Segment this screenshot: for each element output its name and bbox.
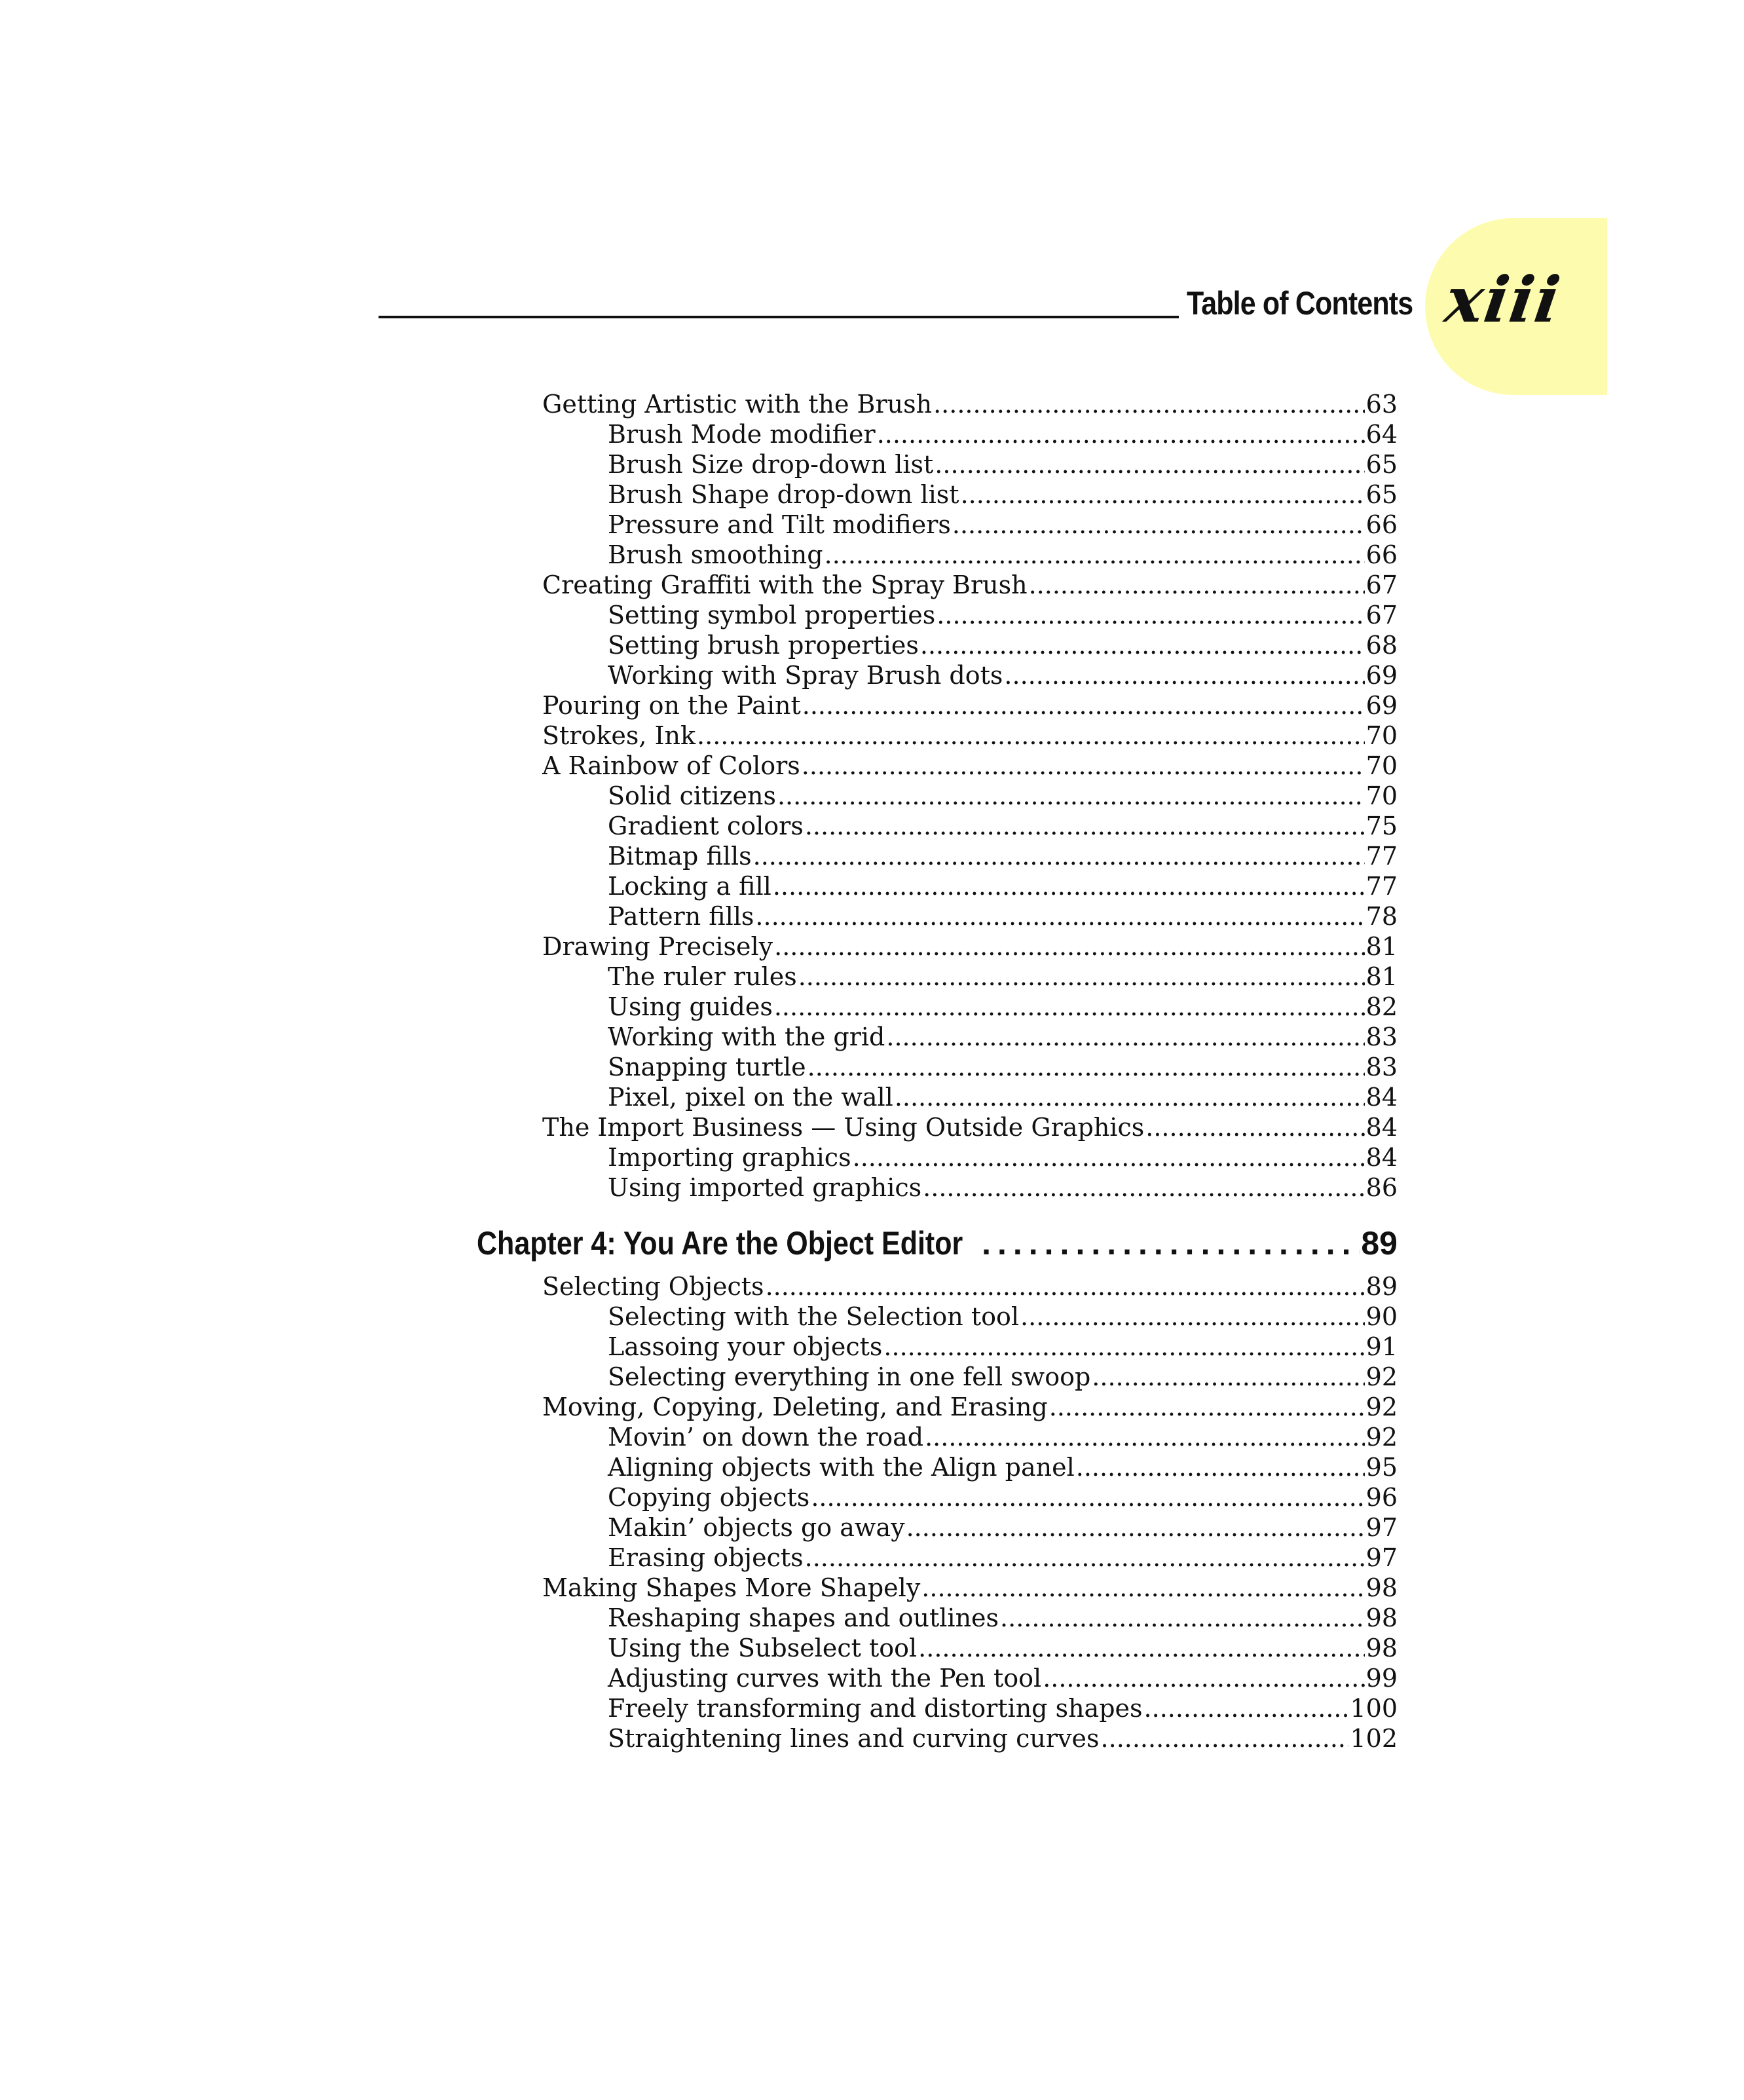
toc-entry-subsection[interactable] xyxy=(608,1603,1398,1633)
toc-entry-section[interactable] xyxy=(542,389,1398,419)
toc-entry-title: A Rainbow of Colors xyxy=(542,751,800,780)
dot-leader xyxy=(1145,1112,1364,1142)
dot-leader xyxy=(933,389,1365,419)
toc-entry-title: Selecting Objects xyxy=(542,1272,764,1301)
toc-entry-page-number: 92 xyxy=(1365,1423,1398,1452)
dot-leader xyxy=(1092,1362,1364,1392)
toc-entry-page-number: 86 xyxy=(1365,1173,1398,1202)
toc-entry-title: Using imported graphics xyxy=(608,1173,922,1202)
dot-leader xyxy=(877,419,1365,449)
toc-entry-title: Brush Shape drop-down list xyxy=(608,480,959,509)
toc-entry-page-number: 69 xyxy=(1365,691,1398,720)
toc-entry-title: The ruler rules xyxy=(608,962,797,991)
dot-leader xyxy=(1101,1723,1349,1753)
dot-leader xyxy=(807,1052,1365,1082)
toc-entry-title: Working with the grid xyxy=(608,1022,885,1051)
toc-entry-page-number: 100 xyxy=(1350,1694,1398,1723)
toc-entry-section[interactable] xyxy=(542,570,1398,600)
toc-entry-subsection[interactable] xyxy=(608,660,1398,690)
toc-entry-page-number: 84 xyxy=(1365,1143,1398,1172)
toc-entry-section[interactable] xyxy=(542,1271,1398,1302)
dot-leader xyxy=(935,449,1364,479)
toc-entry-page-number: 90 xyxy=(1365,1302,1398,1331)
toc-entry-page-number: 82 xyxy=(1365,992,1398,1021)
toc-entry-subsection[interactable] xyxy=(608,1693,1398,1723)
toc-entry-title: Selecting with the Selection tool xyxy=(608,1302,1020,1331)
toc-entry-page-number: 84 xyxy=(1365,1113,1398,1142)
toc-entry-subsection[interactable] xyxy=(608,962,1398,992)
toc-entry-subsection[interactable] xyxy=(608,600,1398,630)
toc-entry-title: Importing graphics xyxy=(608,1143,851,1172)
toc-entry-title: Pixel, pixel on the wall xyxy=(608,1083,893,1112)
toc-entry-page-number: 64 xyxy=(1365,420,1398,449)
toc-entry-subsection[interactable] xyxy=(608,1723,1398,1753)
toc-entry-section[interactable] xyxy=(542,931,1398,962)
toc-entry-title: Copying objects xyxy=(608,1483,810,1512)
toc-entry-section[interactable] xyxy=(542,751,1398,781)
chapter-title: Chapter 4: You Are the Object Editor xyxy=(477,1225,963,1262)
toc-entry-title: Making Shapes More Shapely xyxy=(542,1573,921,1602)
toc-entry-subsection[interactable] xyxy=(608,1302,1398,1332)
toc-entry-subsection[interactable] xyxy=(608,781,1398,811)
chapter-page-number: 89 xyxy=(1361,1225,1398,1262)
toc-entry-title: Using the Subselect tool xyxy=(608,1634,918,1662)
toc-entry-title: Selecting everything in one fell swoop xyxy=(608,1362,1091,1391)
toc-entry-page-number: 97 xyxy=(1365,1543,1398,1572)
toc-entry-subsection[interactable] xyxy=(608,1482,1398,1512)
toc-entry-title: Straightening lines and curving curves xyxy=(608,1724,1100,1753)
toc-entry-subsection[interactable] xyxy=(608,901,1398,931)
dot-leader xyxy=(1000,1603,1365,1633)
dot-leader xyxy=(753,841,1365,871)
toc-entry-page-number: 70 xyxy=(1365,751,1398,780)
toc-entry-title: Bitmap fills xyxy=(608,842,752,871)
toc-entry-subsection[interactable] xyxy=(608,1663,1398,1693)
toc-entry-title: Brush Mode modifier xyxy=(608,420,876,449)
toc-entry-page-number: 70 xyxy=(1365,781,1398,810)
toc-entry-title: Erasing objects xyxy=(608,1543,804,1572)
dot-leader xyxy=(774,992,1365,1022)
toc-entry-subsection[interactable] xyxy=(608,510,1398,540)
dot-leader xyxy=(1144,1693,1349,1723)
dot-leader xyxy=(1020,1302,1365,1332)
toc-entry-title: Using guides xyxy=(608,992,773,1021)
dot-leader xyxy=(766,1271,1365,1302)
toc-entry-title: Brush Size drop-down list xyxy=(608,450,934,479)
dot-leader xyxy=(925,1422,1365,1452)
toc-entry-page-number: 67 xyxy=(1365,571,1398,599)
dot-leader xyxy=(1029,570,1365,600)
header-rule xyxy=(379,316,1179,318)
toc-entry-subsection[interactable] xyxy=(608,1082,1398,1112)
toc-entry-title: Snapping turtle xyxy=(608,1053,806,1081)
toc-entry-page-number: 91 xyxy=(1365,1332,1398,1361)
toc-entry-title: Strokes, Ink xyxy=(542,721,696,750)
toc-entry-section[interactable] xyxy=(542,1573,1398,1603)
toc-entry-title: Locking a fill xyxy=(608,872,771,901)
dot-leader xyxy=(811,1482,1364,1512)
toc-entry-page-number: 77 xyxy=(1365,872,1398,901)
toc-entry-subsection[interactable] xyxy=(608,1022,1398,1052)
dot-leader xyxy=(802,690,1365,721)
toc-entry-subsection[interactable] xyxy=(608,449,1398,479)
toc-entry-page-number: 84 xyxy=(1365,1083,1398,1112)
toc-entry-subsection[interactable] xyxy=(608,1332,1398,1362)
toc-entry-subsection[interactable] xyxy=(608,1512,1398,1543)
toc-entry-page-number: 81 xyxy=(1365,932,1398,961)
toc-entry-subsection[interactable] xyxy=(608,479,1398,510)
dot-leader xyxy=(952,510,1365,540)
toc-entry-page-number: 98 xyxy=(1365,1573,1398,1602)
dot-leader xyxy=(805,1543,1365,1573)
dot-leader xyxy=(1076,1452,1365,1482)
toc-entry-title: Working with Spray Brush dots xyxy=(608,661,1003,690)
toc-entry-page-number: 63 xyxy=(1365,390,1398,419)
toc-entry-subsection[interactable] xyxy=(608,811,1398,841)
dot-leader xyxy=(697,721,1365,751)
toc-entry-subsection[interactable] xyxy=(608,871,1398,901)
dot-leader xyxy=(982,1222,1360,1264)
toc-entry-page-number: 89 xyxy=(1365,1272,1398,1301)
toc-entry-page-number: 65 xyxy=(1365,450,1398,479)
dot-leader xyxy=(755,901,1364,931)
toc-entry-title: Creating Graffiti with the Spray Brush xyxy=(542,571,1028,599)
toc-entry-section[interactable] xyxy=(542,1392,1398,1422)
dot-leader xyxy=(895,1082,1365,1112)
page-number: xiii xyxy=(1441,263,1566,337)
dot-leader xyxy=(853,1142,1365,1172)
toc-entry-page-number: 66 xyxy=(1365,540,1398,569)
toc-entry-page-number: 102 xyxy=(1350,1724,1398,1753)
dot-leader xyxy=(920,630,1365,660)
toc-entry-page-number: 70 xyxy=(1365,721,1398,750)
toc-entry-page-number: 96 xyxy=(1365,1483,1398,1512)
dot-leader xyxy=(798,962,1365,992)
toc-entry-page-number: 77 xyxy=(1365,842,1398,871)
toc-entry-section[interactable] xyxy=(542,690,1398,721)
toc-entry-page-number: 65 xyxy=(1365,480,1398,509)
toc-entry-subsection[interactable] xyxy=(608,1052,1398,1082)
toc-entry-page-number: 83 xyxy=(1365,1022,1398,1051)
toc-entry-page-number: 75 xyxy=(1365,812,1398,840)
running-header-title: Table of Contents xyxy=(1187,285,1413,322)
dot-leader xyxy=(1043,1663,1364,1693)
toc-entry-title: Solid citizens xyxy=(608,781,776,810)
toc-entry-subsection[interactable] xyxy=(608,1142,1398,1172)
toc-entry-subsection[interactable] xyxy=(608,1172,1398,1203)
dot-leader xyxy=(923,1172,1364,1203)
dot-leader xyxy=(802,751,1365,781)
toc-entry-page-number: 92 xyxy=(1365,1393,1398,1421)
dot-leader xyxy=(906,1512,1365,1543)
toc-entry-title: Brush smoothing xyxy=(608,540,823,569)
toc-entry-page-number: 92 xyxy=(1365,1362,1398,1391)
dot-leader xyxy=(825,540,1365,570)
toc-entry-title: Setting symbol properties xyxy=(608,601,936,629)
dot-leader xyxy=(883,1332,1364,1362)
toc-entry-section[interactable] xyxy=(542,1112,1398,1142)
toc-entry-title: Aligning objects with the Align panel xyxy=(608,1453,1075,1482)
toc-entry-title: Setting brush properties xyxy=(608,631,919,660)
toc-entry-section[interactable] xyxy=(542,721,1398,751)
toc-entry-subsection[interactable] xyxy=(608,1543,1398,1573)
toc-entry-page-number: 95 xyxy=(1365,1453,1398,1482)
toc-entry-title: The Import Business — Using Outside Graphics xyxy=(542,1113,1145,1142)
dot-leader xyxy=(886,1022,1364,1052)
toc-entry-title: Getting Artistic with the Brush xyxy=(542,390,933,419)
toc-entry-page-number: 98 xyxy=(1365,1603,1398,1632)
toc-entry-title: Movin’ on down the road xyxy=(608,1423,924,1452)
toc-entry-title: Freely transforming and distorting shapes xyxy=(608,1694,1143,1723)
toc-entry-title: Pouring on the Paint xyxy=(542,691,801,720)
toc-entry-title: Lassoing your objects xyxy=(608,1332,883,1361)
toc-entry-page-number: 68 xyxy=(1365,631,1398,660)
toc-entry-title: Pressure and Tilt modifiers xyxy=(608,510,951,539)
dot-leader xyxy=(805,811,1365,841)
toc-entry-page-number: 98 xyxy=(1365,1634,1398,1662)
toc-entry-subsection[interactable] xyxy=(608,1362,1398,1392)
dot-leader xyxy=(937,600,1364,630)
dot-leader xyxy=(921,1573,1364,1603)
toc-entry-subsection[interactable] xyxy=(608,1633,1398,1663)
toc-entry-page-number: 67 xyxy=(1365,601,1398,629)
toc-entry-subsection[interactable] xyxy=(608,992,1398,1022)
toc-entry-title: Pattern fills xyxy=(608,902,754,931)
toc-entry-subsection[interactable] xyxy=(608,1452,1398,1482)
dot-leader xyxy=(918,1633,1364,1663)
dot-leader xyxy=(1004,660,1364,690)
toc-entry-title: Adjusting curves with the Pen tool xyxy=(608,1664,1042,1693)
toc-entry-page-number: 78 xyxy=(1365,902,1398,931)
toc-entry-title: Moving, Copying, Deleting, and Erasing xyxy=(542,1393,1048,1421)
toc-entry-title: Reshaping shapes and outlines xyxy=(608,1603,999,1632)
toc-entry-title: Gradient colors xyxy=(608,812,804,840)
dot-leader xyxy=(773,871,1365,901)
toc-entry-page-number: 97 xyxy=(1365,1513,1398,1542)
dot-leader xyxy=(774,931,1365,962)
toc-entry-subsection[interactable] xyxy=(608,841,1398,871)
toc-entry-subsection[interactable] xyxy=(608,630,1398,660)
toc-entry-title: Makin’ objects go away xyxy=(608,1513,905,1542)
dot-leader xyxy=(1049,1392,1365,1422)
toc-entry-page-number: 69 xyxy=(1365,661,1398,690)
dot-leader xyxy=(777,781,1365,811)
dot-leader xyxy=(961,479,1365,510)
toc-entry-subsection[interactable] xyxy=(608,1422,1398,1452)
toc-entry-page-number: 81 xyxy=(1365,962,1398,991)
toc-entry-title: Drawing Precisely xyxy=(542,932,773,961)
toc-entry-page-number: 83 xyxy=(1365,1053,1398,1081)
chapter-heading[interactable] xyxy=(477,1222,1398,1264)
toc-entry-subsection[interactable] xyxy=(608,419,1398,449)
toc-entry-page-number: 66 xyxy=(1365,510,1398,539)
toc-entry-subsection[interactable] xyxy=(608,540,1398,570)
toc-entry-page-number: 99 xyxy=(1365,1664,1398,1693)
